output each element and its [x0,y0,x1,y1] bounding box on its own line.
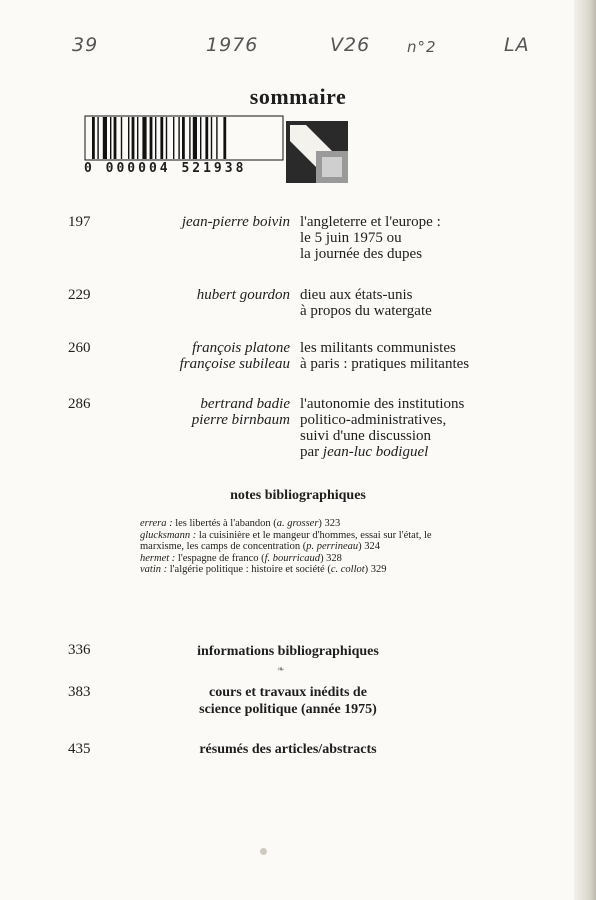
note-reviewer: a. grosser [276,518,319,529]
note-page: ) 328 [320,552,342,564]
barcode [84,115,284,181]
page-edge [574,0,596,900]
barcode-bar [216,117,217,159]
handwritten-note: 1976 [206,34,259,56]
handwritten-note: LA [504,34,530,56]
barcode-bar [128,117,129,159]
entry-page-number: 229 [68,287,91,303]
notes-list [140,518,450,576]
entry-author [197,287,290,303]
entry-page-number: 286 [68,396,91,412]
title-line: la journée des dupes [300,246,423,262]
title-line: l'angleterre et l'europe : [300,214,441,230]
page-title: sommaire [249,84,347,109]
barcode-bar [223,117,226,159]
barcode-bar [193,117,197,159]
handwritten-note: n°2 [407,38,437,56]
note-author: vatin : [140,564,168,575]
barcode-bar [92,117,95,159]
barcode-bar [132,117,135,159]
section-title-line: science politique (année 1975) [199,702,377,717]
discussion-prefix: par [300,444,320,460]
barcode-bar [166,117,167,159]
section-page-number: 336 [68,642,91,658]
section-title [0,684,576,718]
note-text: la cuisinière et le mangeur d'hommes, essai sur l'état, le marxisme, les camps de concentration ( [140,529,432,552]
ornament-icon: ❧ [277,664,285,674]
note-reviewer: c. collot [330,564,365,575]
title-line: l'autonomie des institutions [300,396,465,412]
section-title [0,741,576,758]
entry-title [300,287,432,319]
section-page-number: 435 [68,741,91,757]
barcode-bars [84,115,284,161]
note-text: l'espagne de franco ( [175,552,265,564]
barcode-bar [155,117,156,159]
note-text: l'algérie politique : histoire et société ( [167,564,331,575]
publisher-logo [286,121,348,183]
entry-author [180,340,290,372]
discussion-author: jean-luc bodiguel [322,444,429,460]
handwritten-note: V26 [330,34,371,56]
barcode-number: 0 000004 521938 [84,161,247,176]
entry-title [300,214,441,262]
entry-page-number: 260 [68,340,91,356]
barcode-bar [150,117,153,159]
note-reviewer: f. bourricaud [264,552,321,564]
title-line: dieu aux états-unis [300,287,413,303]
barcode-bar [189,117,190,159]
title-line: suivi d'une discussion [300,428,432,444]
title-line: le 5 juin 1975 ou [300,230,402,246]
section-title-line: cours et travaux inédits de [209,685,367,700]
section-title-line: informations bibliographiques [197,644,379,659]
note-text: les libertés à l'abandon ( [172,518,277,529]
barcode-bar [200,117,201,159]
barcode-bar [137,117,138,159]
paper-speck [260,848,267,855]
title-line: à paris : pratiques militantes [300,356,470,372]
author-name: jean-pierre boivin [181,214,290,230]
note-author: glucksmann : [140,529,197,541]
author-name: françois platone [192,340,290,356]
barcode-bar [182,117,185,159]
note-page: ) 323 [318,518,341,529]
section-title [0,643,576,660]
title-line [300,444,464,460]
title-line: les militants communistes [300,340,456,356]
author-name: hubert gourdon [196,287,290,303]
barcode-bar [110,117,111,159]
barcode-bar [114,117,117,159]
barcode-bar [160,117,163,159]
barcode-bar [142,117,146,159]
author-name: bertrand badie [200,396,290,412]
entry-author [182,214,290,230]
note-author: hermet : [140,552,176,564]
barcode-bar [205,117,208,159]
barcode-bar [121,117,122,159]
barcode-bar [178,117,179,159]
entry-title [300,396,464,460]
notes-heading: notes bibliographiques [230,488,366,503]
section-page-number: 383 [68,684,91,700]
note-page: ) 329 [364,564,387,575]
note-item [140,530,450,553]
note-item [140,553,450,565]
barcode-bar [211,117,212,159]
barcode-bar [97,117,98,159]
section-title-line: résumés des articles/abstracts [199,742,377,757]
author-name: pierre birnbaum [191,412,290,428]
entry-author [192,396,290,428]
entry-page-number: 197 [68,214,91,230]
note-reviewer: p. perrineau [306,541,359,552]
barcode-bar [173,117,174,159]
note-item [140,564,450,576]
author-name: françoise subileau [179,356,290,372]
barcode-bar [103,117,107,159]
entry-title [300,340,469,372]
note-item [140,518,450,530]
title-line: à propos du watergate [300,303,432,319]
handwritten-note: 39 [72,34,99,56]
note-page: ) 324 [358,541,380,552]
note-author: errera : [140,518,173,529]
title-line: politico-administratives, [300,412,447,428]
